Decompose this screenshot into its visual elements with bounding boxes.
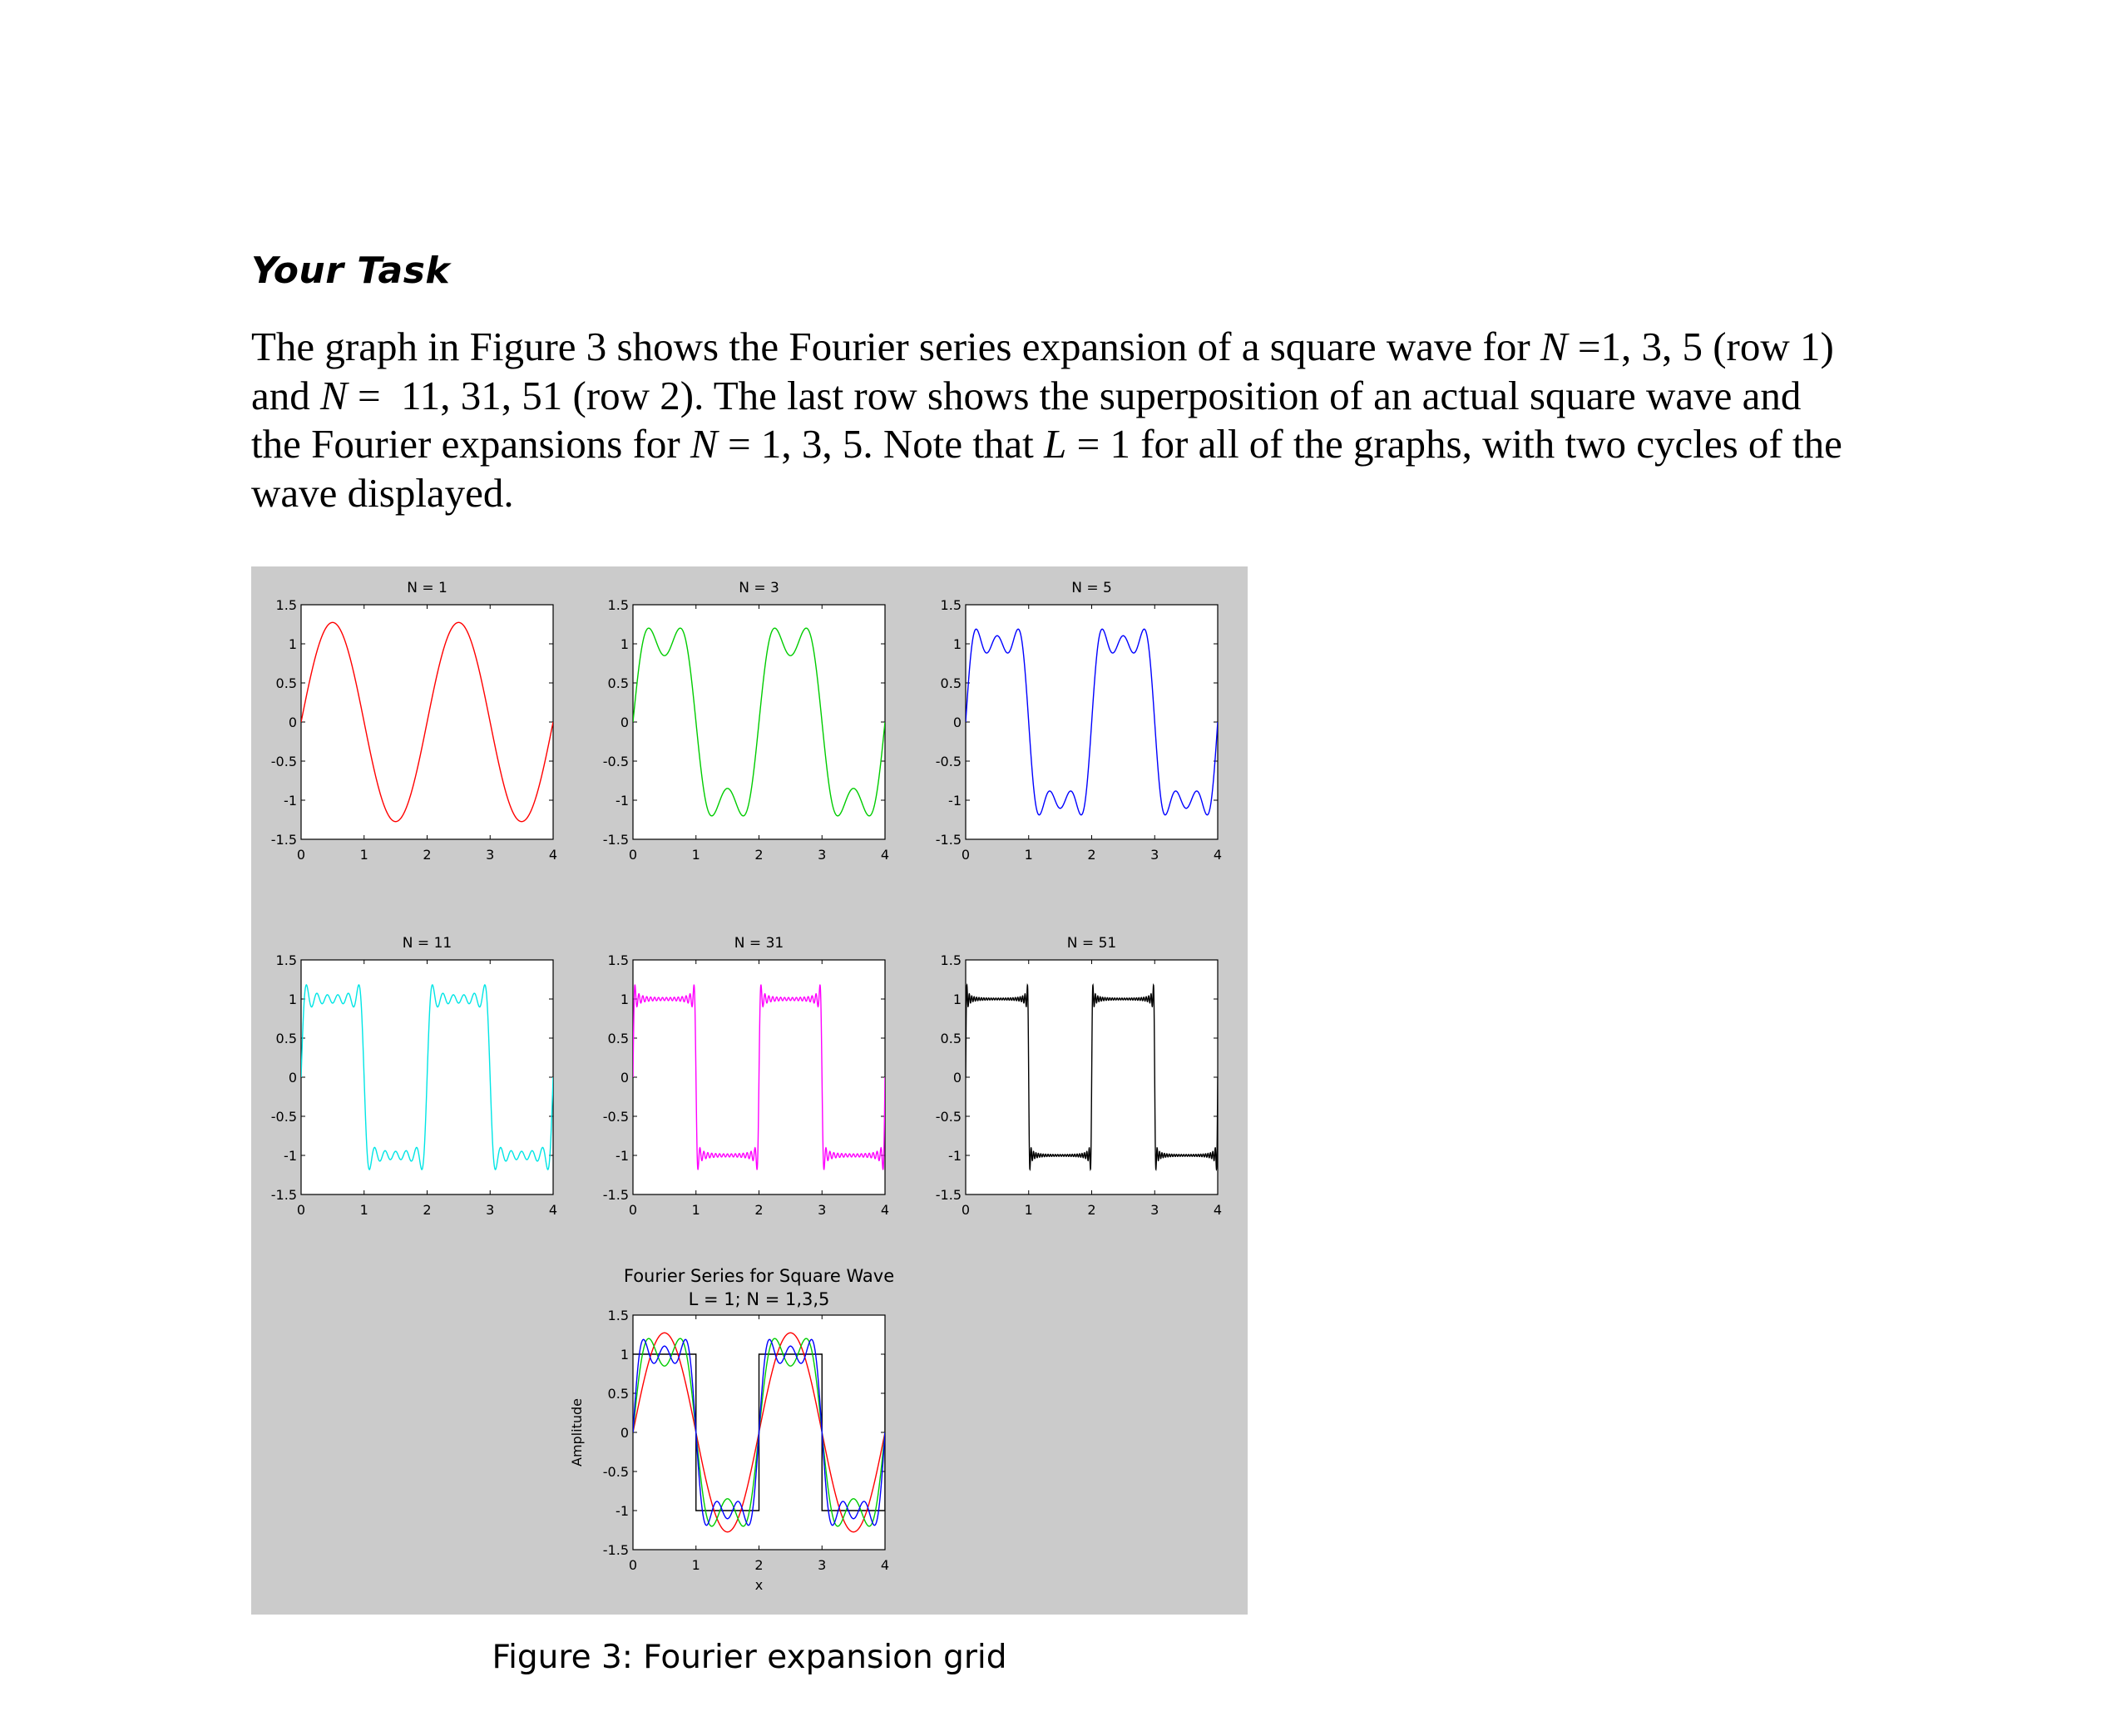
y-tick-label: 1 [952, 636, 962, 652]
x-tick-label: 0 [961, 1202, 971, 1218]
y-tick-label: -1 [616, 1148, 629, 1164]
y-tick-label: -1.5 [935, 1187, 962, 1203]
y-tick-label: 1.5 [940, 952, 962, 968]
y-tick-label: 1.5 [607, 1308, 629, 1323]
y-tick-label: -1.5 [602, 1542, 629, 1558]
x-tick-label: 2 [754, 1557, 764, 1573]
subplot [569, 1266, 894, 1593]
y-tick-label: -0.5 [270, 1109, 297, 1125]
chart-title: N = 1 [407, 580, 447, 596]
section-heading: Your Task [251, 250, 451, 292]
y-tick-label: 1.5 [940, 597, 962, 613]
x-tick-label: 2 [1087, 1202, 1096, 1218]
x-tick-label: 4 [1213, 1202, 1223, 1218]
x-tick-label: 3 [486, 1202, 495, 1218]
y-tick-label: 0 [620, 1070, 629, 1086]
x-axis-label: x [754, 1577, 764, 1593]
text-run: wave displayed. [251, 469, 514, 516]
chart-title: N = 3 [739, 580, 779, 596]
x-tick-label: 4 [1213, 847, 1223, 863]
y-tick-label: 1.5 [275, 952, 297, 968]
x-tick-label: 1 [1024, 847, 1033, 863]
x-tick-label: 2 [754, 847, 764, 863]
y-tick-label: -1 [284, 793, 297, 809]
y-tick-label: 1.5 [607, 597, 629, 613]
chart-title: Fourier Series for Square Wave [623, 1266, 895, 1286]
subplot [603, 580, 889, 863]
x-tick-label: 0 [296, 847, 306, 863]
y-tick-label: 0 [288, 715, 297, 730]
y-tick-label: 0 [952, 1070, 962, 1086]
figure-caption: Figure 3: Fourier expansion grid [492, 1639, 1007, 1676]
y-tick-label: -0.5 [602, 1109, 629, 1125]
italic-variable: N [690, 421, 718, 467]
x-tick-label: 3 [486, 847, 495, 863]
y-tick-label: 0 [288, 1070, 297, 1086]
chart-title: N = 51 [1066, 935, 1117, 952]
y-tick-label: -1.5 [935, 832, 962, 848]
x-tick-label: 1 [691, 847, 700, 863]
x-tick-label: 0 [961, 847, 971, 863]
x-tick-label: 2 [423, 847, 432, 863]
y-tick-label: -1 [616, 1503, 629, 1519]
y-tick-label: 0.5 [940, 675, 962, 691]
x-tick-label: 1 [691, 1202, 700, 1218]
italic-variable: N [320, 372, 348, 418]
x-tick-label: 3 [1150, 1202, 1159, 1218]
x-tick-label: 4 [880, 1557, 890, 1573]
x-tick-label: 4 [880, 1202, 890, 1218]
y-tick-label: 1.5 [275, 597, 297, 613]
y-tick-label: 0 [620, 715, 629, 730]
text-run: the Fourier expansions for [251, 421, 690, 467]
x-tick-label: 1 [359, 1202, 368, 1218]
x-tick-label: 4 [548, 847, 558, 863]
x-tick-label: 4 [880, 847, 890, 863]
y-tick-label: 0.5 [607, 1031, 629, 1046]
y-tick-label: 1 [288, 636, 297, 652]
task-paragraph [251, 323, 1931, 517]
x-tick-label: 1 [691, 1557, 700, 1573]
text-run: The graph in Figure 3 shows the Fourier series expansion of a square wave for [251, 324, 1540, 369]
y-tick-label: 1 [620, 992, 629, 1007]
y-tick-label: -1.5 [602, 832, 629, 848]
y-tick-label: 1.5 [607, 952, 629, 968]
y-tick-label: 0.5 [607, 1386, 629, 1402]
text-run: and [251, 372, 320, 418]
y-tick-label: 1 [620, 636, 629, 652]
text-run: = 1, 3, 5. Note that [717, 421, 1045, 467]
y-tick-label: 0.5 [275, 1031, 297, 1046]
subplot [936, 580, 1222, 863]
x-tick-label: 0 [628, 1557, 638, 1573]
y-tick-label: -0.5 [270, 754, 297, 769]
y-tick-label: -1 [948, 1148, 962, 1164]
y-tick-label: 1 [952, 992, 962, 1007]
x-tick-label: 3 [818, 847, 827, 863]
x-tick-label: 3 [1150, 847, 1159, 863]
chart-title: N = 31 [734, 935, 784, 952]
subplot [603, 935, 889, 1218]
chart-title: N = 11 [402, 935, 452, 952]
y-tick-label: -1 [284, 1148, 297, 1164]
fourier-plots [251, 566, 1248, 1615]
text-run: = 1 for all of the graphs, with two cycles of the [1066, 421, 1842, 467]
y-tick-label: -1 [948, 793, 962, 809]
y-tick-label: 0 [952, 715, 962, 730]
subplot [936, 935, 1222, 1218]
y-tick-label: 0.5 [275, 675, 297, 691]
italic-variable: L [1044, 421, 1067, 467]
y-axis-label: Amplitude [569, 1398, 585, 1466]
chart-subtitle: L = 1; N = 1,3,5 [688, 1289, 830, 1309]
y-tick-label: 0.5 [607, 675, 629, 691]
x-tick-label: 1 [359, 847, 368, 863]
y-tick-label: -0.5 [935, 1109, 962, 1125]
paragraph-line [251, 372, 1931, 421]
y-tick-label: -1.5 [270, 1187, 297, 1203]
subplot [271, 580, 557, 863]
x-tick-label: 2 [423, 1202, 432, 1218]
y-tick-label: -1 [616, 793, 629, 809]
y-tick-label: -0.5 [935, 754, 962, 769]
x-tick-label: 0 [296, 1202, 306, 1218]
italic-variable: N [1540, 324, 1568, 369]
x-tick-label: 3 [818, 1557, 827, 1573]
y-tick-label: 0 [620, 1425, 629, 1441]
x-tick-label: 3 [818, 1202, 827, 1218]
y-tick-label: 1 [620, 1347, 629, 1363]
chart-title: N = 5 [1071, 580, 1112, 596]
x-tick-label: 0 [628, 1202, 638, 1218]
x-tick-label: 2 [754, 1202, 764, 1218]
x-tick-label: 4 [548, 1202, 558, 1218]
y-tick-label: 1 [288, 992, 297, 1007]
paragraph-line [251, 420, 1931, 469]
y-tick-label: -0.5 [602, 1464, 629, 1480]
text-run: = 11, 31, 51 (row 2). The last row shows the superposition of an actual square wave and [347, 372, 1802, 418]
x-tick-label: 0 [628, 847, 638, 863]
y-tick-label: -1.5 [270, 832, 297, 848]
paragraph-line [251, 323, 1931, 372]
figure-panel [251, 566, 1248, 1615]
subplot [271, 935, 557, 1218]
y-tick-label: -0.5 [602, 754, 629, 769]
x-tick-label: 1 [1024, 1202, 1033, 1218]
text-run: =1, 3, 5 (row 1) [1567, 324, 1834, 369]
y-tick-label: 0.5 [940, 1031, 962, 1046]
x-tick-label: 2 [1087, 847, 1096, 863]
y-tick-label: -1.5 [602, 1187, 629, 1203]
paragraph-line [251, 469, 1931, 518]
